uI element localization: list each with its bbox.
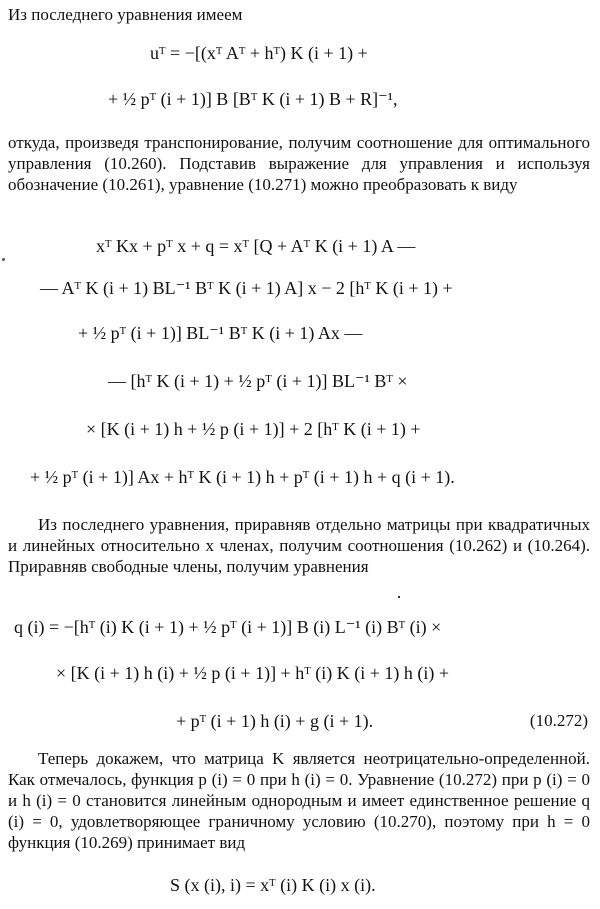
paragraph-intro: Из последнего уравнения имеем (8, 5, 243, 24)
equation-line: — Aᵀ K (i + 1) BL⁻¹ Bᵀ K (i + 1) A] x − 2 [hᵀ K (i + 1) + (40, 278, 453, 298)
equation-line: + ½ pᵀ (i + 1)] B [Bᵀ K (i + 1) B + R]⁻¹, (108, 89, 398, 109)
paragraph-transposition: откуда, произведя транспонирование, получим соотношение для оптимального управления (10.260). Подставив выражение для управления и используя обозначение (10.261), уравнение (10.271) можно преобразовать к виду (8, 133, 590, 194)
stray-dot (398, 596, 400, 598)
equation-number: (10.272) (529, 711, 588, 730)
equation-line: + ½ pᵀ (i + 1)] BL⁻¹ Bᵀ K (i + 1) Ax — (78, 323, 363, 343)
equation-line: × [K (i + 1) h (i) + ½ p (i + 1)] + hᵀ (i) K (i + 1) h (i) + (56, 663, 450, 683)
equation-line: q (i) = −[hᵀ (i) K (i + 1) + ½ pᵀ (i + 1)] B (i) L⁻¹ (i) Bᵀ (i) × (14, 617, 442, 637)
margin-mark (2, 258, 5, 261)
equation-line: — [hᵀ K (i + 1) + ½ pᵀ (i + 1)] BL⁻¹ Bᵀ × (108, 371, 408, 391)
paragraph-matrices: Из последнего уравнения, приравняв отдельно матрицы при квадратичных и линейных относительно x членах, получим соотношения (10.262) и (10.264). Приравняв свободные члены, получим уравнения (8, 515, 590, 576)
equation-line: × [K (i + 1) h + ½ p (i + 1)] + 2 [hᵀ K (i + 1) + (86, 419, 421, 439)
equation-line: S (x (i), i) = xᵀ (i) K (i) x (i). (170, 875, 376, 895)
equation-line: + pᵀ (i + 1) h (i) + g (i + 1). (176, 711, 374, 731)
equation-line: xᵀ Kx + pᵀ x + q = xᵀ [Q + Aᵀ K (i + 1) A — (96, 236, 416, 256)
equation-line: + ½ pᵀ (i + 1)] Ax + hᵀ K (i + 1) h + pᵀ (i + 1) h + q (i + 1). (30, 467, 455, 487)
paragraph-proof: Теперь докажем, что матрица K является неотрицательно-определенной. Как отмечалось, функция p (i) = 0 при h (i) = 0. Уравнение (10.272) при p (i) = 0 и h (i) = 0 становится линейным однородным и имеет единственное решение q (i) = 0, удовлетворяющее граничному условию (10.270), поэтому при h = 0 функция (10.269) принимает вид (8, 749, 590, 852)
equation-line: uᵀ = −[(xᵀ Aᵀ + hᵀ) K (i + 1) + (150, 43, 368, 63)
